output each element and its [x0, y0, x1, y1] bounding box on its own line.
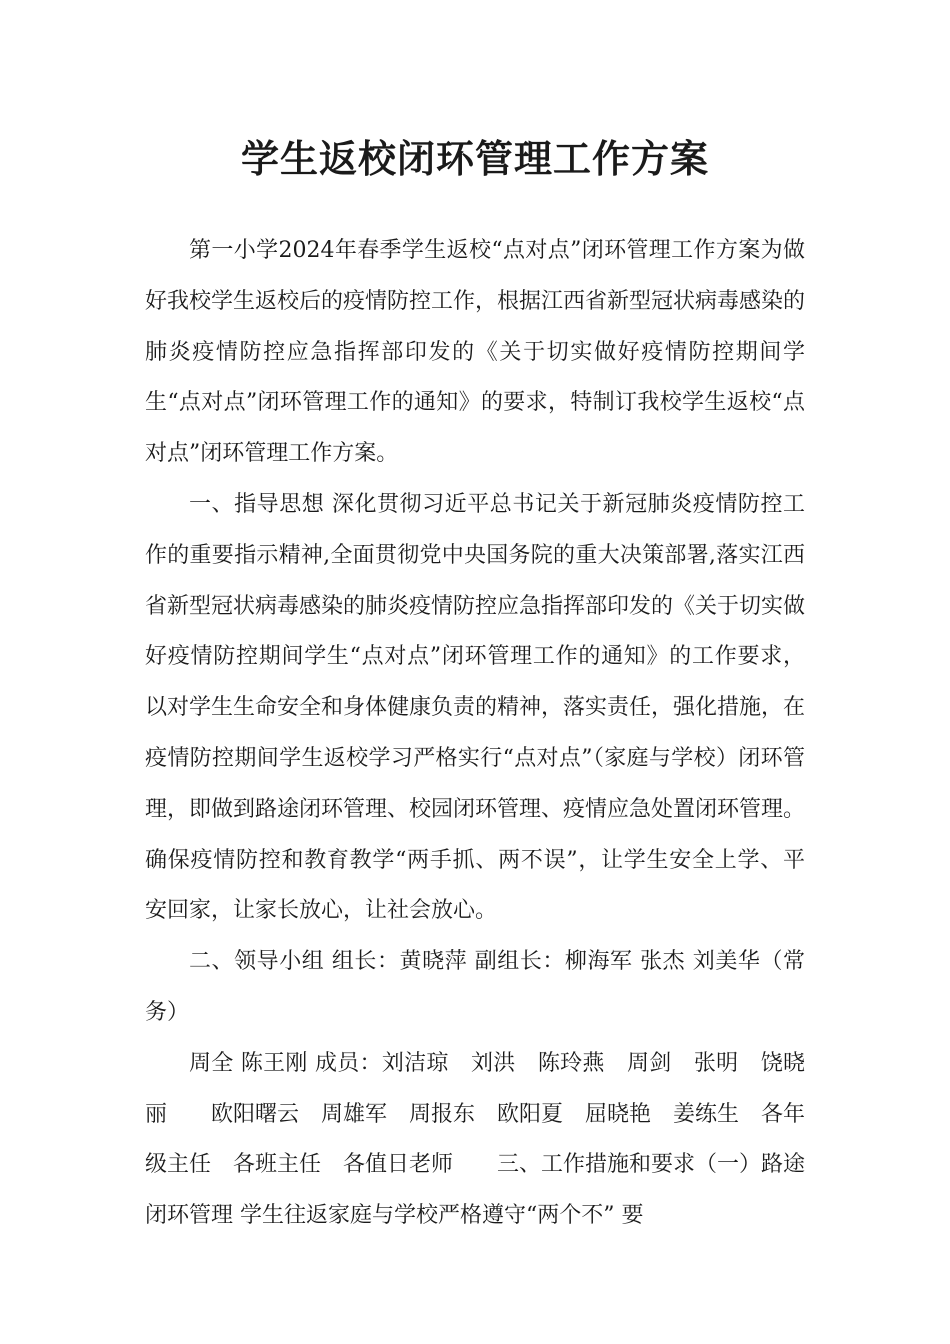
leadership-group-paragraph: 二、领导小组 组长：黄晓萍 副组长：柳海军 张杰 刘美华（常务） [145, 949, 805, 1025]
intro-paragraph: 第一小学2024年春季学生返校“点对点”闭环管理工作方案为做好我校学生返校后的疫情防控工作，根据江西省新型冠状病毒感染的肺炎疫情防控应急指挥部印发的《关于切实做好疫情防控期间学生“点对点”闭环管理工作的通知》的要求，特制订我校学生返校“点对点”闭环管理工作方案。 [145, 238, 806, 467]
members-and-measures-paragraph: 周全 陈王刚 成员：刘洁琼 刘洪 陈玲燕 周剑 张明 饶晓丽 欧阳曙云 周雄军 周报东 欧阳夏 屈晓艳 姜练生 各年级主任 各班主任 各值日老师 三、工作措施和要求（一）路途闭环管理 学生往返家庭与学校严格遵守“两个不” 要 [145, 1050, 806, 1229]
document-title: 学生返校闭环管理工作方案 [240, 137, 709, 181]
guiding-ideology-paragraph: 一、指导思想 深化贯彻习近平总书记关于新冠肺炎疫情防控工作的重要指示精神,全面贯彻党中央国务院的重大决策部署,落实江西省新型冠状病毒感染的肺炎疫情防控应急指挥部印发的《关于切实做好疫情防控期间学生“点对点”闭环管理工作的通知》的工作要求，以对学生生命安全和身体健康负责的精神，落实责任，强化措施，在疫情防控期间学生返校学习严格实行“点对点”（家庭与学校）闭环管理，即做到路途闭环管理、校园闭环管理、疫情应急处置闭环管理。确保疫情防控和教育教学“两手抓、两不误”，让学生安全上学、平安回家，让家长放心，让社会放心。 [145, 491, 806, 924]
document-body [145, 226, 805, 1242]
